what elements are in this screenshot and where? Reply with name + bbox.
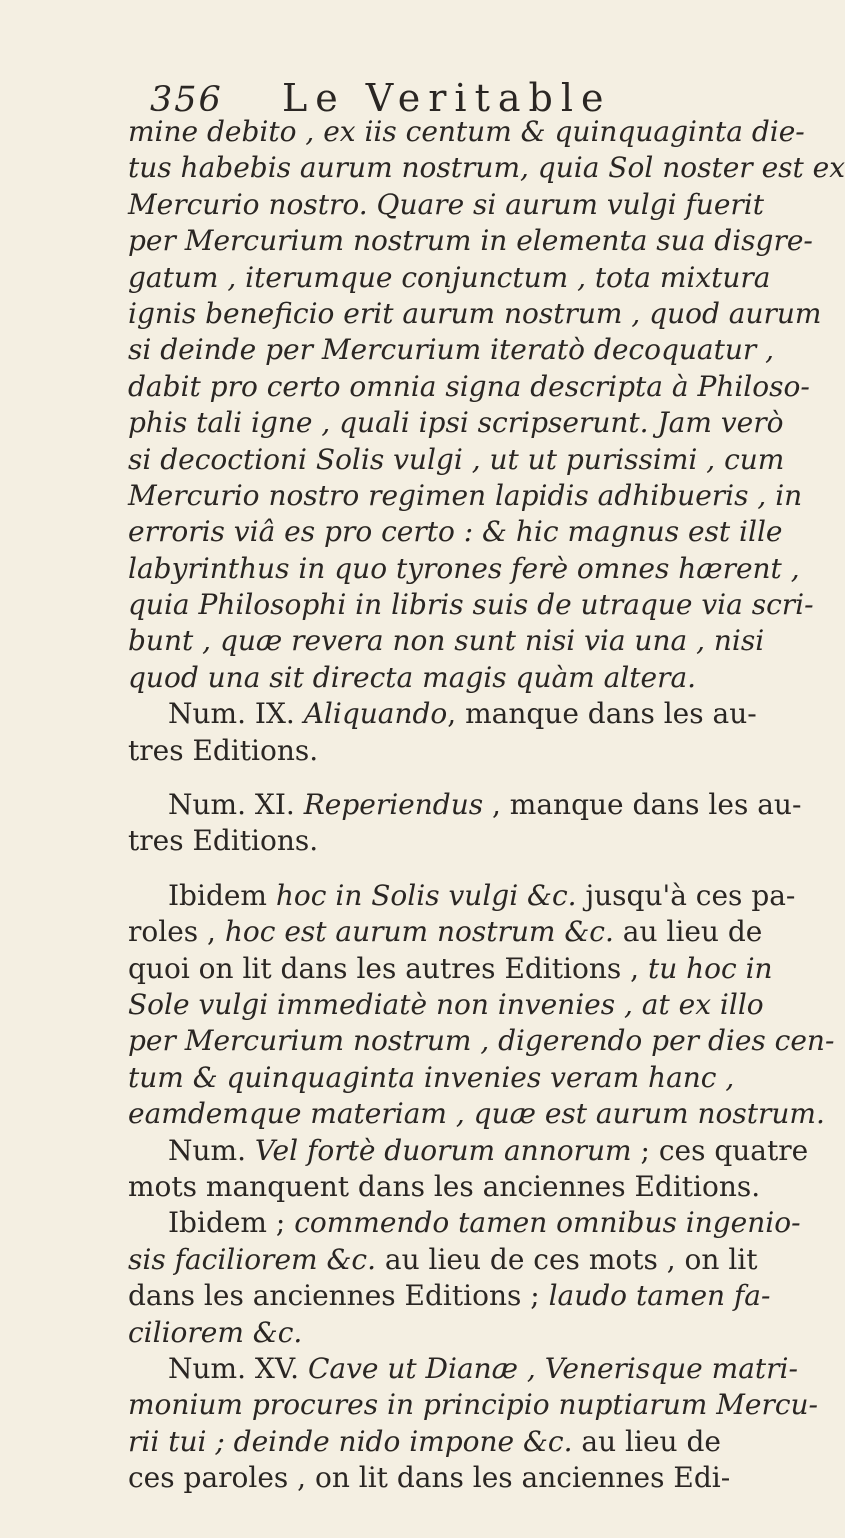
italic-text: erroris viâ es pro certo : & hic magnus est ille [128, 515, 783, 549]
italic-text: rii tui ; deinde nido impone &c. [128, 1424, 573, 1458]
text-line [128, 1133, 809, 1169]
page-number: 356 [150, 80, 223, 120]
roman-text: au lieu de [572, 1424, 721, 1458]
text-line [128, 1315, 790, 1351]
text-line [128, 1060, 790, 1096]
roman-text: quoi on lit dans les autres Editions , [128, 951, 648, 985]
italic-text: Aliquando [303, 697, 448, 731]
italic-text: mine debito , ex iis centum & quinquaginta die- [128, 115, 805, 148]
roman-text: tres Editions. [128, 824, 319, 858]
italic-text: gatum , iterumque conjunctum , tota mixtura [128, 260, 771, 294]
roman-text: , manque dans les au- [447, 697, 757, 731]
italic-text: tu hoc in [647, 951, 773, 985]
italic-text: phis tali igne , quali ipsi scripserunt. Jam verò [128, 406, 784, 440]
text-line [128, 114, 805, 150]
italic-text: si deinde per Mercurium iteratò decoquatur , [128, 333, 775, 367]
text-line [128, 1205, 801, 1241]
text-line [128, 223, 813, 259]
italic-text: ignis beneficio erit aurum nostrum , quod aurum [128, 296, 822, 330]
text-line [128, 1351, 798, 1387]
body-text [128, 114, 845, 1496]
text-line [128, 733, 790, 769]
text-line [128, 787, 802, 823]
text-line [128, 1278, 790, 1314]
text-line [128, 1460, 790, 1496]
text-line [128, 914, 790, 950]
roman-text: Ibidem [168, 878, 276, 912]
roman-text: , manque dans les au- [483, 788, 802, 822]
italic-text: Sole vulgi immediatè non invenies , at ex illo [128, 987, 764, 1021]
text-line [128, 332, 790, 368]
text-line [128, 1424, 790, 1460]
text-line [128, 369, 810, 405]
running-title: Le Veritable [282, 76, 612, 120]
italic-text: laudo tamen fa- [548, 1279, 771, 1313]
roman-text: Num. IX. [168, 697, 304, 731]
italic-text: labyrinthus in quo tyrones ferè omnes hærent , [128, 551, 800, 585]
italic-text: Mercurio nostro. Quare si aurum vulgi fuerit [128, 187, 765, 221]
italic-text: Reperiendus [303, 788, 484, 822]
text-line [128, 150, 845, 186]
roman-text: au lieu de ces mots , on lit [375, 1242, 758, 1276]
roman-text: au lieu de [613, 915, 763, 949]
roman-text: Ibidem ; [168, 1206, 295, 1240]
italic-text: commendo tamen omnibus ingenio- [294, 1206, 801, 1240]
text-line [128, 878, 796, 914]
text-line [128, 405, 790, 441]
text-line [128, 587, 814, 623]
text-line [128, 514, 790, 550]
italic-text: Vel fortè duorum annorum [254, 1133, 632, 1167]
italic-text: bunt , quæ revera non sunt nisi via una , nisi [128, 624, 765, 658]
roman-text: Num. XI. [168, 788, 304, 822]
roman-text: ; ces quatre [631, 1133, 809, 1167]
text-line [128, 1242, 790, 1278]
italic-text: quia Philosophi in libris suis de utraque via scri- [128, 588, 814, 622]
italic-text: hoc est aurum nostrum &c. [224, 915, 614, 949]
italic-text: Mercurio nostro regimen lapidis adhibueris , in [128, 478, 803, 512]
italic-text: monium procures in principio nuptiarum Mercu- [128, 1388, 819, 1422]
text-line [128, 660, 790, 696]
italic-text: Cave ut Dianæ , Venerisque matri- [307, 1351, 798, 1385]
italic-text: quod una sit directa magis quàm altera. [128, 660, 697, 694]
text-line [128, 1096, 825, 1132]
italic-text: per Mercurium nostrum , digerendo per dies cen- [128, 1024, 835, 1058]
text-line [128, 260, 790, 296]
roman-text: Num. [168, 1133, 255, 1167]
text-line [128, 951, 790, 987]
text-line [128, 696, 790, 732]
italic-text: ciliorem &c. [128, 1315, 303, 1349]
italic-text: hoc in Solis vulgi &c. [275, 878, 577, 912]
roman-text: roles , [128, 915, 225, 949]
italic-text: sis faciliorem &c. [128, 1242, 376, 1276]
italic-text: si decoctioni Solis vulgi , ut ut purissimi , cum [128, 442, 785, 476]
text-line [128, 1169, 790, 1205]
roman-text: mots manquent dans les anciennes Editions. [128, 1169, 761, 1203]
text-line [128, 623, 790, 659]
text-line [128, 551, 800, 587]
text-line [128, 1023, 835, 1059]
roman-text: Num. XV. [168, 1351, 308, 1385]
italic-text: eamdemque materiam , quæ est aurum nostrum. [128, 1097, 825, 1131]
text-line [128, 187, 790, 223]
text-line [128, 442, 790, 478]
italic-text: dabit pro certo omnia signa descripta à Philoso- [128, 369, 810, 403]
italic-text: tum & quinquaginta invenies veram hanc , [128, 1060, 735, 1094]
italic-text: tus habebis aurum nostrum, quia Sol noster est ex [128, 151, 845, 185]
italic-text: per Mercurium nostrum in elementa sua disgre- [128, 224, 813, 258]
roman-text: ces paroles , on lit dans les anciennes Edi- [128, 1461, 731, 1495]
roman-text: dans les anciennes Editions ; [128, 1279, 549, 1313]
text-line [128, 987, 790, 1023]
text-line [128, 296, 822, 332]
text-line [128, 1387, 819, 1423]
text-line [128, 823, 790, 859]
text-line [128, 478, 803, 514]
roman-text: jusqu'à ces pa- [576, 878, 796, 912]
roman-text: tres Editions. [128, 733, 319, 767]
